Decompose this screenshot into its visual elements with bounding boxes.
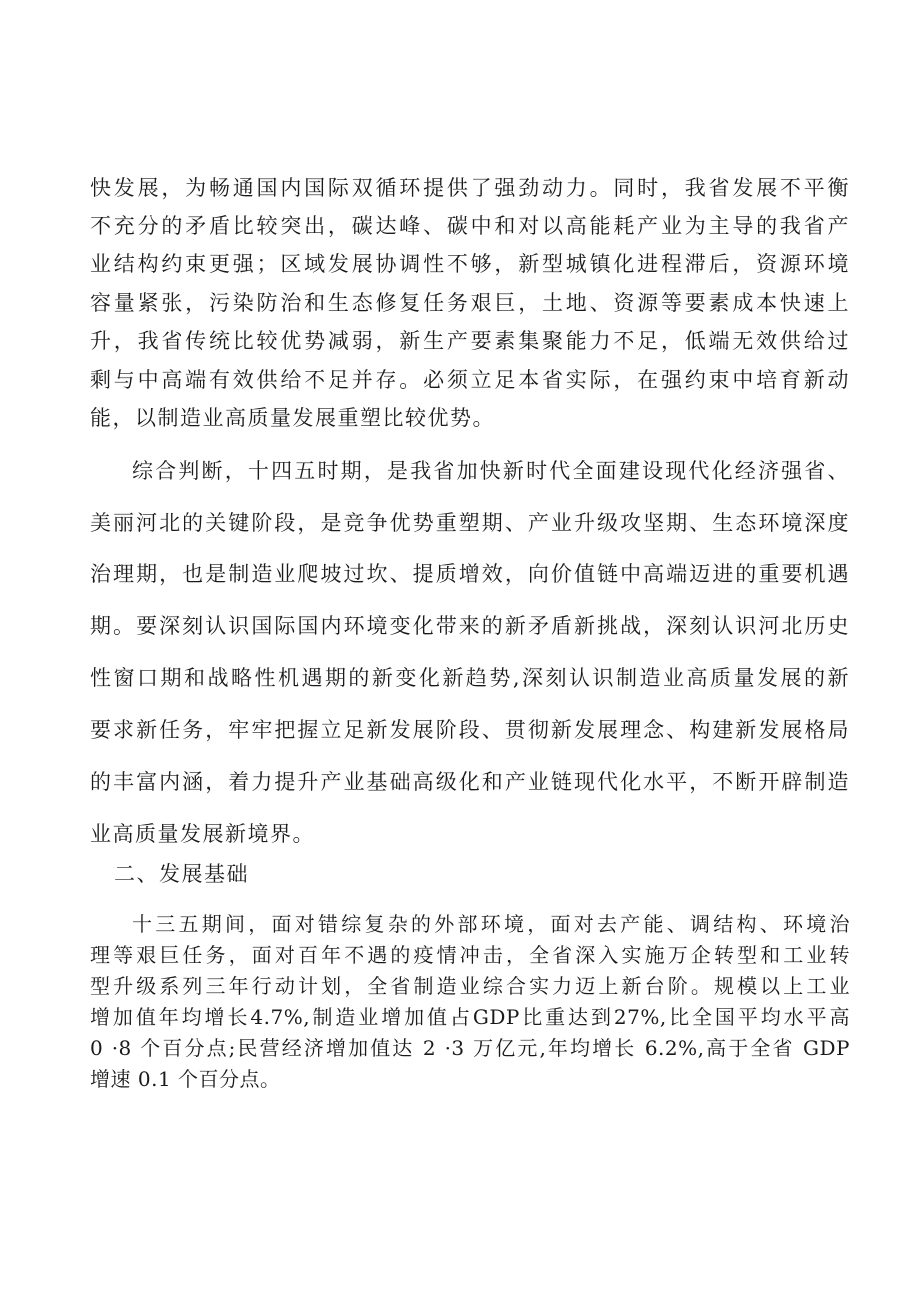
paragraph1-line: 升，我省传统比较优势减弱，新生产要素集聚能力不足，低端无效供给过 bbox=[90, 329, 850, 353]
paragraph2-line: 治理期，也是制造业爬坡过坎、提质增效，向价值链中高端迈进的重要机遇 bbox=[90, 562, 850, 586]
paragraph1-line: 快发展，为畅通国内国际双循环提供了强劲动力。同时，我省发展不平衡 bbox=[90, 176, 850, 200]
paragraph1-line: 剩与中高端有效供给不足并存。必须立足本省实际，在强约束中培育新动 bbox=[90, 368, 850, 392]
paragraph2-line: 要求新任务，牢牢把握立足新发展阶段、贯彻新发展理念、构建新发展格局 bbox=[90, 718, 850, 742]
paragraph3-line: 增速 0.1 个百分点。 bbox=[90, 1067, 281, 1091]
paragraph3-line: 十三五期间，面对错综复杂的外部环境，面对去产能、调结构、环境治 bbox=[132, 912, 850, 936]
paragraph2-line: 性窗口期和战略性机遇期的新变化新趋势,深刻认识制造业高质量发展的新 bbox=[90, 666, 850, 690]
paragraph1-line: 能，以制造业高质量发展重塑比较优势。 bbox=[90, 406, 495, 430]
paragraph2-line: 期。要深刻认识国际国内环境变化带来的新矛盾新挑战，深刻认识河北历史 bbox=[90, 614, 850, 638]
paragraph2-line: 综合判断，十四五时期，是我省加快新时代全面建设现代化经济强省、 bbox=[132, 459, 850, 483]
paragraph3-line: 0 ·8 个百分点;民营经济增加值达 2 ·3 万亿元,年均增长 6.2%,高于全省 GDP bbox=[90, 1036, 850, 1060]
paragraph1-line: 容量紧张，污染防治和生态修复任务艰巨，土地、资源等要素成本快速上 bbox=[90, 291, 850, 315]
paragraph1-line: 业结构约束更强；区域发展协调性不够，新型城镇化进程滞后，资源环境 bbox=[90, 252, 850, 276]
paragraph2-line: 业高质量发展新境界。 bbox=[90, 822, 315, 846]
paragraph2-line: 的丰富内涵，着力提升产业基础高级化和产业链现代化水平，不断开辟制造 bbox=[90, 770, 850, 794]
paragraph2-line: 美丽河北的关键阶段，是竞争优势重塑期、产业升级攻坚期、生态环境深度 bbox=[90, 511, 850, 535]
paragraph1-line: 不充分的矛盾比较突出，碳达峰、碳中和对以高能耗产业为主导的我省产 bbox=[90, 214, 850, 238]
paragraph3-line: 型升级系列三年行动计划，全省制造业综合实力迈上新台阶。规模以上工业 bbox=[90, 974, 850, 998]
section-heading: 二、发展基础 bbox=[114, 862, 249, 886]
paragraph3-line: 理等艰巨任务，面对百年不遇的疫情冲击，全省深入实施万企转型和工业转 bbox=[90, 943, 850, 967]
paragraph3-line: 增加值年均增长4.7%,制造业增加值占GDP比重达到27%,比全国平均水平高 bbox=[90, 1005, 850, 1029]
